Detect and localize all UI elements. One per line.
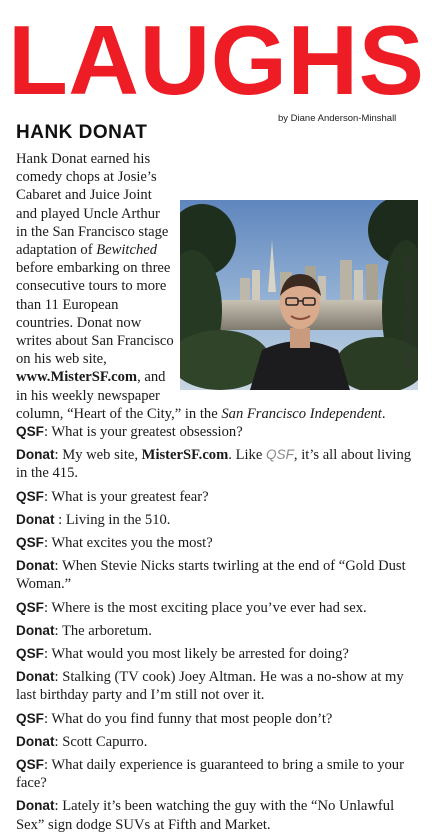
answer-text: : Scott Capurro. — [54, 733, 148, 750]
speaker-label: Donat — [16, 447, 55, 463]
question — [16, 599, 418, 617]
laughs-banner — [8, 8, 424, 112]
answer — [16, 668, 418, 704]
banner-letter: S — [358, 8, 424, 112]
speaker-label: Donat — [16, 511, 55, 527]
qsf-logo-text: QSF — [265, 447, 294, 463]
banner-letter: U — [139, 8, 211, 112]
portrait-photo-image — [180, 200, 418, 390]
answer-text: : The arboretum. — [54, 622, 152, 639]
answer — [16, 797, 418, 833]
intro-paragraph — [16, 150, 418, 423]
speaker-label: QSF — [16, 710, 44, 726]
intro-text: before embarking on three consecutive tours to more than 11 European countries. Donat now writes about San Francisco on his web site, — [16, 260, 174, 368]
article-headline: HANK DONAT — [16, 122, 148, 143]
question — [16, 710, 418, 728]
question — [16, 423, 418, 441]
answer — [16, 733, 418, 751]
show-title: Bewitched — [96, 242, 158, 259]
newspaper-title: San Francisco Independent — [221, 405, 382, 422]
answer-text: : When Stevie Nicks starts twirling at the end of “Gold Dust Woman.” — [16, 558, 406, 593]
question — [16, 534, 418, 552]
question-text: : What daily experience is guaranteed to bring a smile to your face? — [16, 757, 404, 792]
question-text: : What is your greatest obsession? — [43, 424, 243, 440]
speaker-label: QSF — [16, 646, 44, 662]
answer-text: : My web site, — [54, 447, 142, 464]
question-text: : What would you most likely be arrested for doing? — [43, 646, 349, 663]
question-text: : What do you find funny that most people don’t? — [43, 710, 333, 727]
answer-text: , it’s all about living in the 415. — [16, 447, 412, 482]
speaker-label: Donat — [16, 669, 55, 685]
banner-letter: H — [287, 8, 359, 112]
portrait-photo — [180, 200, 418, 390]
question-text: : What excites you the most? — [43, 535, 213, 552]
speaker-label: Donat — [16, 733, 55, 749]
banner-letter: G — [210, 8, 287, 112]
question — [16, 756, 418, 792]
question — [16, 645, 418, 663]
answer-text: : Living in the 510. — [54, 511, 171, 528]
answer — [16, 511, 418, 529]
photo-credit: HANK DONAT/MISTERSF.COM — [404, 256, 413, 371]
answer-text: : Stalking (TV cook) Joey Altman. He was a no-show at my last birthday party and I’m still not over it. — [16, 669, 404, 704]
banner-letter: A — [68, 8, 140, 112]
website-link[interactable]: www.MisterSF.com — [16, 369, 138, 386]
intro-text: , and in his weekly newspaper column, “Heart of the City,” in the — [16, 369, 222, 422]
intro-text: . — [381, 405, 386, 422]
speaker-label: QSF — [16, 535, 44, 551]
question — [16, 488, 418, 506]
byline: by Diane Anderson-Minshall — [278, 113, 397, 124]
speaker-label: Donat — [16, 798, 55, 814]
website-link[interactable]: MisterSF.com — [141, 447, 229, 464]
answer — [16, 622, 418, 640]
answer-text: : Lately it’s been watching the guy with the “No Unlawful Sex” sign dodge SUVs at Fifth and Market. — [16, 798, 395, 833]
answer — [16, 557, 418, 593]
speaker-label: Donat — [16, 622, 55, 638]
speaker-label: QSF — [16, 488, 44, 504]
answer — [16, 446, 418, 482]
answer-text: . Like — [228, 447, 266, 464]
speaker-label: QSF — [16, 757, 44, 773]
speaker-label: QSF — [16, 424, 44, 439]
intro-text: Hank Donat earned his comedy chops at Josie’s Cabaret and Juice Joint and played Uncle Arthur in the San Francisco stage adaptation of — [16, 151, 169, 259]
speaker-label: Donat — [16, 558, 55, 574]
question-text: : What is your greatest fear? — [43, 488, 209, 505]
question-text: : Where is the most exciting place you’ve ever had sex. — [43, 599, 367, 616]
speaker-label: QSF — [16, 599, 44, 615]
banner-letter: L — [8, 8, 68, 112]
interview-qa — [16, 423, 418, 839]
